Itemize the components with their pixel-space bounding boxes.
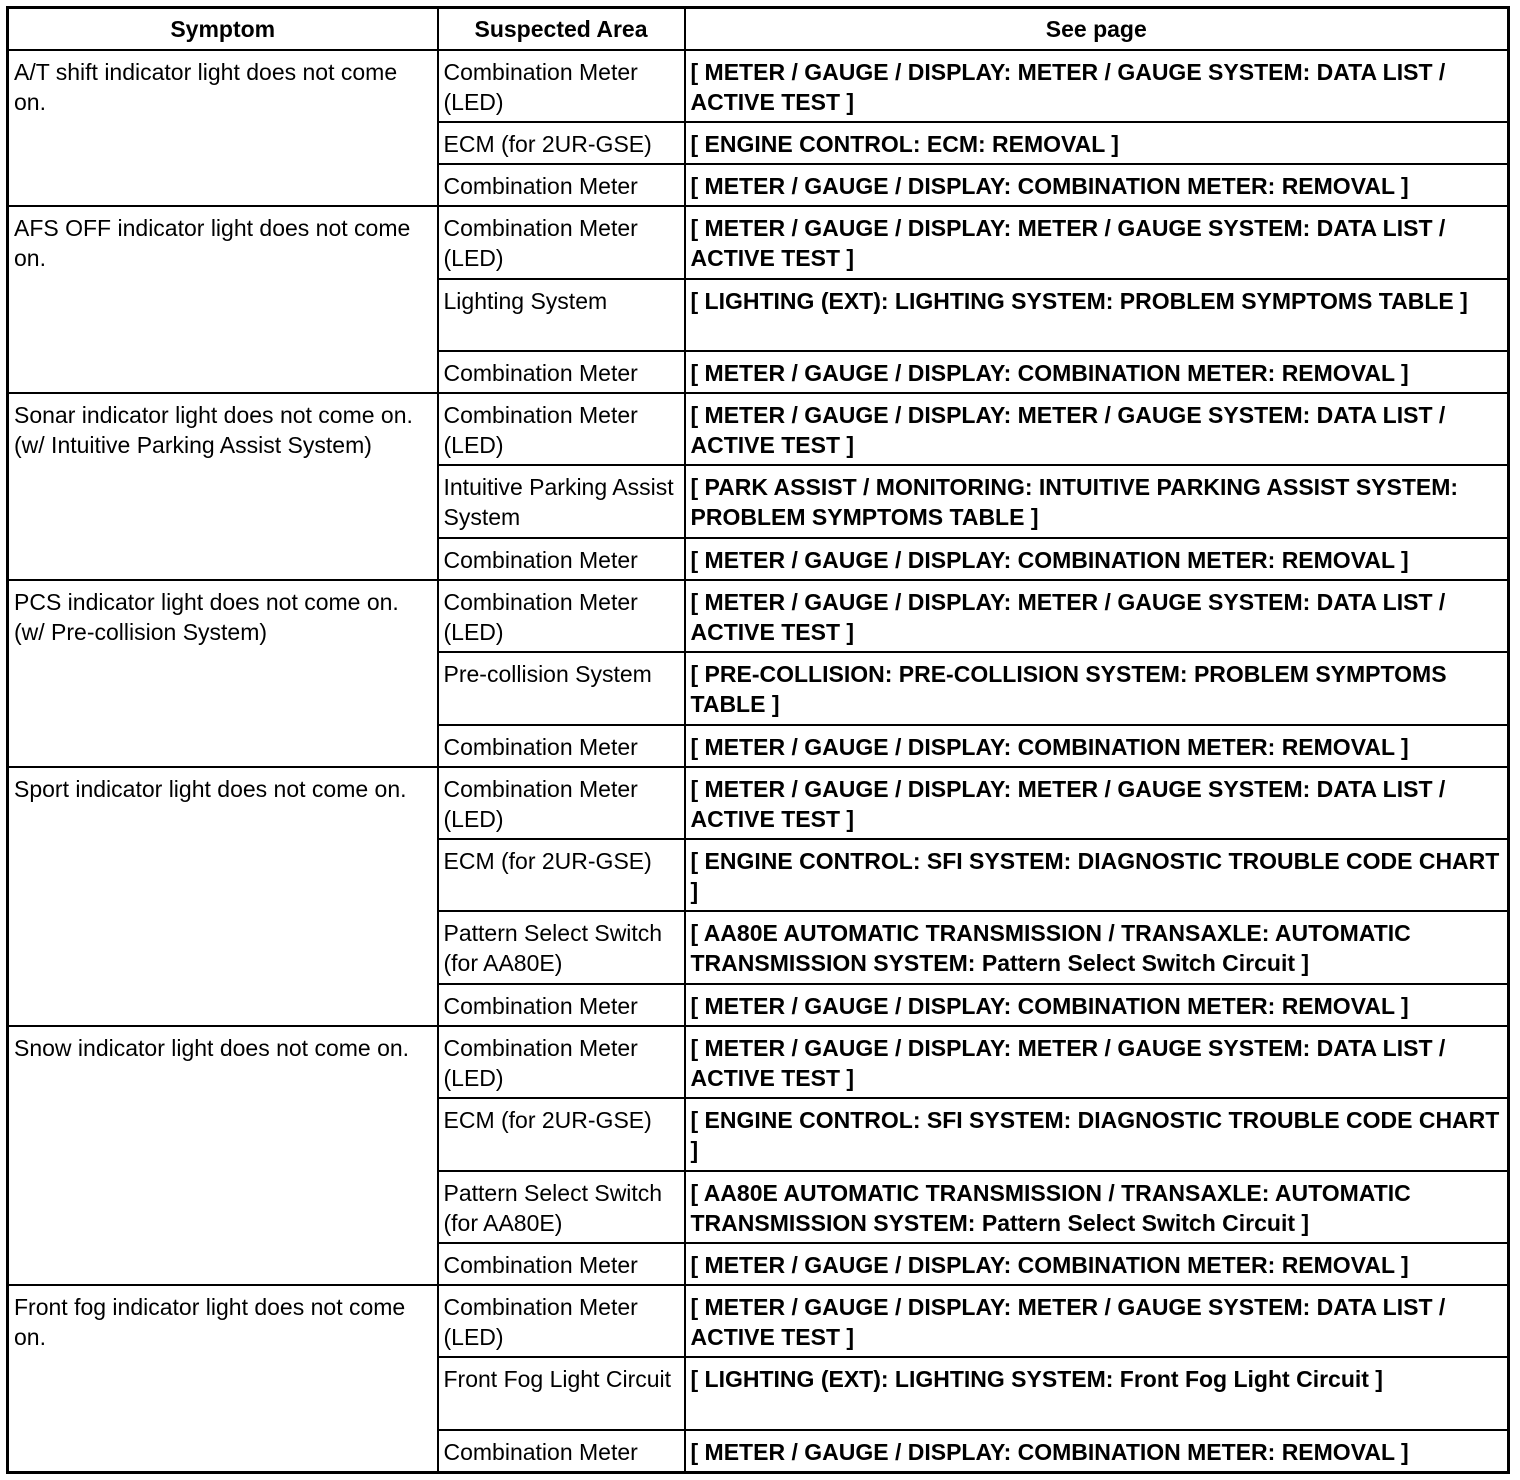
see-page-link[interactable]: [ METER / GAUGE / DISPLAY: METER / GAUGE SYSTEM: DATA LIST / ACTIVE TEST ] bbox=[685, 50, 1509, 122]
see-page-link[interactable]: [ METER / GAUGE / DISPLAY: METER / GAUGE SYSTEM: DATA LIST / ACTIVE TEST ] bbox=[685, 767, 1509, 839]
see-page-link[interactable]: [ PRE-COLLISION: PRE-COLLISION SYSTEM: PROBLEM SYMPTOMS TABLE ] bbox=[685, 652, 1509, 724]
table-row bbox=[8, 1285, 1509, 1357]
see-page-link[interactable]: [ METER / GAUGE / DISPLAY: COMBINATION METER: REMOVAL ] bbox=[685, 538, 1509, 580]
see-page-link[interactable]: [ METER / GAUGE / DISPLAY: METER / GAUGE SYSTEM: DATA LIST / ACTIVE TEST ] bbox=[685, 1026, 1509, 1098]
see-page-link[interactable]: [ LIGHTING (EXT): LIGHTING SYSTEM: PROBLEM SYMPTOMS TABLE ] bbox=[685, 279, 1509, 351]
suspected-area-cell: Combination Meter (LED) bbox=[438, 1285, 685, 1357]
see-page-link[interactable]: [ AA80E AUTOMATIC TRANSMISSION / TRANSAXLE: AUTOMATIC TRANSMISSION SYSTEM: Pattern Select Switch Circuit ] bbox=[685, 1171, 1509, 1243]
symptom-cell: PCS indicator light does not come on. (w/ Pre-collision System) bbox=[8, 580, 438, 767]
see-page-link[interactable]: [ METER / GAUGE / DISPLAY: COMBINATION METER: REMOVAL ] bbox=[685, 1243, 1509, 1285]
symptom-cell: AFS OFF indicator light does not come on. bbox=[8, 206, 438, 393]
suspected-area-cell: Pre-collision System bbox=[438, 652, 685, 724]
see-page-link[interactable]: [ METER / GAUGE / DISPLAY: COMBINATION METER: REMOVAL ] bbox=[685, 1430, 1509, 1473]
see-page-link[interactable]: [ METER / GAUGE / DISPLAY: METER / GAUGE SYSTEM: DATA LIST / ACTIVE TEST ] bbox=[685, 1285, 1509, 1357]
suspected-area-cell: Combination Meter bbox=[438, 984, 685, 1026]
table-row bbox=[8, 767, 1509, 839]
see-page-link[interactable]: [ METER / GAUGE / DISPLAY: COMBINATION METER: REMOVAL ] bbox=[685, 351, 1509, 393]
header-symptom: Symptom bbox=[8, 8, 438, 50]
symptom-cell: A/T shift indicator light does not come on. bbox=[8, 50, 438, 207]
suspected-area-cell: Combination Meter bbox=[438, 1430, 685, 1473]
header-see-page: See page bbox=[685, 8, 1509, 50]
suspected-area-cell: Combination Meter (LED) bbox=[438, 50, 685, 122]
suspected-area-cell: Combination Meter bbox=[438, 725, 685, 767]
table-body bbox=[8, 50, 1509, 1473]
suspected-area-cell: Combination Meter (LED) bbox=[438, 580, 685, 652]
table-row bbox=[8, 393, 1509, 465]
see-page-link[interactable]: [ METER / GAUGE / DISPLAY: METER / GAUGE SYSTEM: DATA LIST / ACTIVE TEST ] bbox=[685, 393, 1509, 465]
see-page-link[interactable]: [ METER / GAUGE / DISPLAY: COMBINATION METER: REMOVAL ] bbox=[685, 164, 1509, 206]
symptom-cell: Front fog indicator light does not come on. bbox=[8, 1285, 438, 1472]
suspected-area-cell: Combination Meter (LED) bbox=[438, 206, 685, 278]
header-suspected-area: Suspected Area bbox=[438, 8, 685, 50]
suspected-area-cell: ECM (for 2UR-GSE) bbox=[438, 839, 685, 911]
suspected-area-cell: Combination Meter bbox=[438, 351, 685, 393]
see-page-link[interactable]: [ METER / GAUGE / DISPLAY: COMBINATION METER: REMOVAL ] bbox=[685, 984, 1509, 1026]
suspected-area-cell: Combination Meter (LED) bbox=[438, 1026, 685, 1098]
problem-symptoms-table bbox=[6, 6, 1510, 1474]
suspected-area-cell: ECM (for 2UR-GSE) bbox=[438, 1098, 685, 1170]
see-page-link[interactable]: [ AA80E AUTOMATIC TRANSMISSION / TRANSAXLE: AUTOMATIC TRANSMISSION SYSTEM: Pattern Select Switch Circuit ] bbox=[685, 911, 1509, 983]
table-row bbox=[8, 1026, 1509, 1098]
see-page-link[interactable]: [ METER / GAUGE / DISPLAY: COMBINATION METER: REMOVAL ] bbox=[685, 725, 1509, 767]
symptom-cell: Sonar indicator light does not come on. (w/ Intuitive Parking Assist System) bbox=[8, 393, 438, 580]
see-page-link[interactable]: [ LIGHTING (EXT): LIGHTING SYSTEM: Front Fog Light Circuit ] bbox=[685, 1357, 1509, 1429]
suspected-area-cell: Combination Meter bbox=[438, 1243, 685, 1285]
symptom-cell: Snow indicator light does not come on. bbox=[8, 1026, 438, 1285]
see-page-link[interactable]: [ ENGINE CONTROL: SFI SYSTEM: DIAGNOSTIC TROUBLE CODE CHART ] bbox=[685, 1098, 1509, 1170]
table-row bbox=[8, 580, 1509, 652]
suspected-area-cell: ECM (for 2UR-GSE) bbox=[438, 122, 685, 164]
table-header-row bbox=[8, 8, 1509, 50]
suspected-area-cell: Lighting System bbox=[438, 279, 685, 351]
suspected-area-cell: Pattern Select Switch (for AA80E) bbox=[438, 911, 685, 983]
suspected-area-cell: Pattern Select Switch (for AA80E) bbox=[438, 1171, 685, 1243]
see-page-link[interactable]: [ METER / GAUGE / DISPLAY: METER / GAUGE SYSTEM: DATA LIST / ACTIVE TEST ] bbox=[685, 580, 1509, 652]
table-row bbox=[8, 50, 1509, 122]
suspected-area-cell: Combination Meter (LED) bbox=[438, 393, 685, 465]
table-row bbox=[8, 206, 1509, 278]
see-page-link[interactable]: [ METER / GAUGE / DISPLAY: METER / GAUGE SYSTEM: DATA LIST / ACTIVE TEST ] bbox=[685, 206, 1509, 278]
suspected-area-cell: Front Fog Light Circuit bbox=[438, 1357, 685, 1429]
see-page-link[interactable]: [ PARK ASSIST / MONITORING: INTUITIVE PARKING ASSIST SYSTEM: PROBLEM SYMPTOMS TABLE ] bbox=[685, 465, 1509, 537]
suspected-area-cell: Combination Meter bbox=[438, 164, 685, 206]
suspected-area-cell: Combination Meter bbox=[438, 538, 685, 580]
suspected-area-cell: Combination Meter (LED) bbox=[438, 767, 685, 839]
suspected-area-cell: Intuitive Parking Assist System bbox=[438, 465, 685, 537]
see-page-link[interactable]: [ ENGINE CONTROL: SFI SYSTEM: DIAGNOSTIC TROUBLE CODE CHART ] bbox=[685, 839, 1509, 911]
symptom-cell: Sport indicator light does not come on. bbox=[8, 767, 438, 1026]
see-page-link[interactable]: [ ENGINE CONTROL: ECM: REMOVAL ] bbox=[685, 122, 1509, 164]
